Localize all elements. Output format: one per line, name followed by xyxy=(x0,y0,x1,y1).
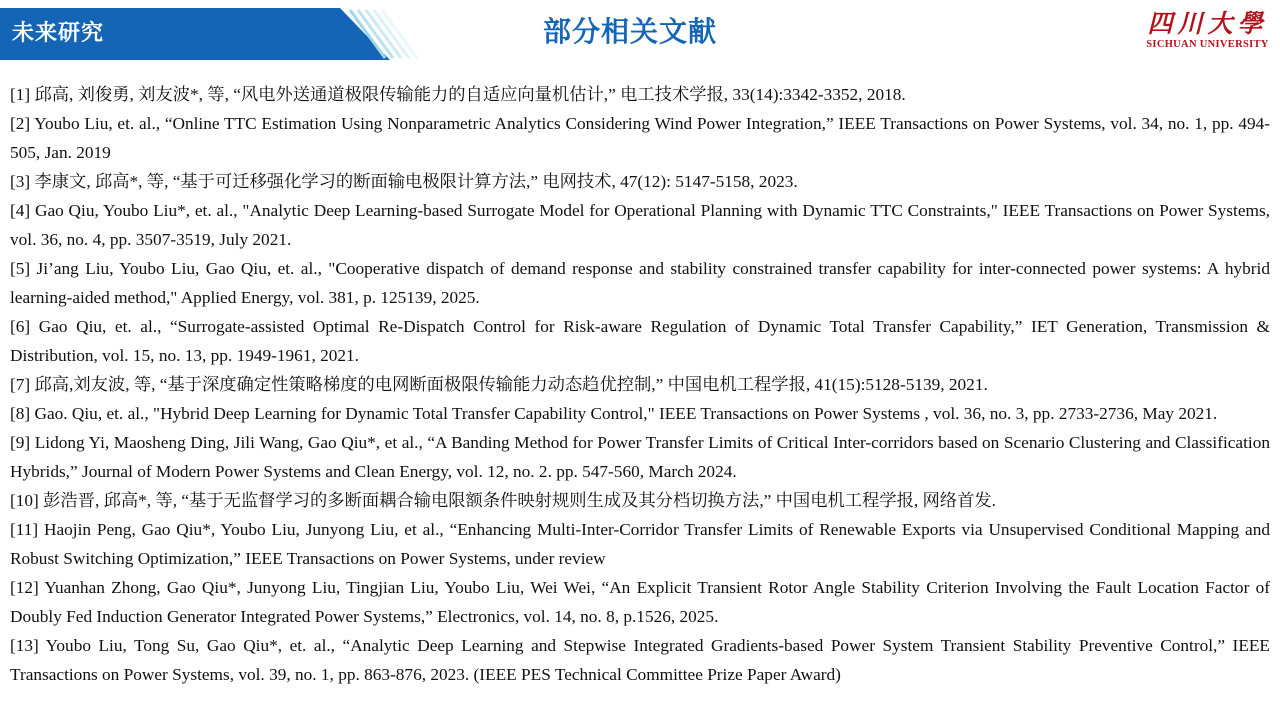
reference-item: [11] Haojin Peng, Gao Qiu*, Youbo Liu, Junyong Liu, et al., “Enhancing Multi-Inter-Corridor Transfer Limits of Renewable Exports via Unsupervised Conditional Mapping and Robust Switching Optimization,” IEEE Transactions on Power Systems, under review xyxy=(10,520,1270,568)
reference-item: [1] 邱高, 刘俊勇, 刘友波*, 等, “风电外送通道极限传输能力的自适应向量机估计,” 电工技术学报, 33(14):3342-3352, 2018. xyxy=(10,85,906,104)
reference-item: [2] Youbo Liu, et. al., “Online TTC Estimation Using Nonparametric Analytics Considering Wind Power Integration,” IEEE Transactions on Power Systems, vol. 34, no. 1, pp. 494-505, Jan. 2019 xyxy=(10,114,1270,162)
reference-item: [10] 彭浩晋, 邱高*, 等, “基于无监督学习的多断面耦合输电限额条件映射规则生成及其分档切换方法,” 中国电机工程学报, 网络首发. xyxy=(10,491,996,510)
reference-item: [13] Youbo Liu, Tong Su, Gao Qiu*, et. al., “Analytic Deep Learning and Stepwise Integrated Gradients-based Power System Transient Stability Preventive Control,” IEEE Transactions on Power Systems, vol. 39, no. 1, pp. 863-876, 2023. (IEEE PES Technical Committee Prize Paper Award) xyxy=(10,636,1270,684)
reference-item: [8] Gao. Qiu, et. al., "Hybrid Deep Learning for Dynamic Total Transfer Capability Control," IEEE Transactions on Power Systems , vol. 36, no. 3, pp. 2733-2736, May 2021. xyxy=(10,404,1218,423)
reference-list xyxy=(10,80,1270,689)
logo-subtitle: SICHUAN UNIVERSITY xyxy=(1146,39,1269,50)
reference-item: [5] Ji’ang Liu, Youbo Liu, Gao Qiu, et. al., "Cooperative dispatch of demand response and stability constrained transfer capability for inter-connected power systems: A hybrid learning-aided method," Applied Energy, vol. 381, p. 125139, 2025. xyxy=(10,259,1270,307)
reference-item: [7] 邱高,刘友波, 等, “基于深度确定性策略梯度的电网断面极限传输能力动态趋优控制,” 中国电机工程学报, 41(15):5128-5139, 2021. xyxy=(10,375,988,394)
section-tag-label: 未来研究 xyxy=(12,21,105,46)
reference-item: [4] Gao Qiu, Youbo Liu*, et. al., "Analytic Deep Learning-based Surrogate Model for Operational Planning with Dynamic TTC Constraints," IEEE Transactions on Power Systems, vol. 36, no. 4, pp. 3507-3519, July 2021. xyxy=(10,201,1270,249)
reference-item: [6] Gao Qiu, et. al., “Surrogate-assisted Optimal Re-Dispatch Control for Risk-aware Regulation of Dynamic Total Transfer Capability,” IET Generation, Transmission & Distribution, vol. 15, no. 13, pp. 1949-1961, 2021. xyxy=(10,317,1270,365)
slide-header xyxy=(0,0,1280,72)
reference-item: [3] 李康文, 邱高*, 等, “基于可迁移强化学习的断面输电极限计算方法,” 电网技术, 47(12): 5147-5158, 2023. xyxy=(10,172,798,191)
reference-item: [9] Lidong Yi, Maosheng Ding, Jili Wang, Gao Qiu*, et al., “A Banding Method for Power Transfer Limits of Critical Inter-corridors based on Scenario Clustering and Classification Hybrids,” Journal of Modern Power Systems and Clean Energy, vol. 12, no. 2. pp. 547-560, March 2024. xyxy=(10,433,1270,481)
reference-item: [12] Yuanhan Zhong, Gao Qiu*, Junyong Liu, Tingjian Liu, Youbo Liu, Wei Wei, “An Explicit Transient Rotor Angle Stability Criterion Involving the Fault Location Factor of Doubly Fed Induction Generator Integrated Power Systems,” Electronics, vol. 14, no. 8, p.1526, 2025. xyxy=(10,578,1270,626)
page-title: 部分相关文献 xyxy=(543,15,718,48)
university-logo xyxy=(1140,10,1275,62)
logo-glyphs: 四川大學 xyxy=(1147,9,1268,38)
decorative-stripes-icon xyxy=(330,8,420,60)
